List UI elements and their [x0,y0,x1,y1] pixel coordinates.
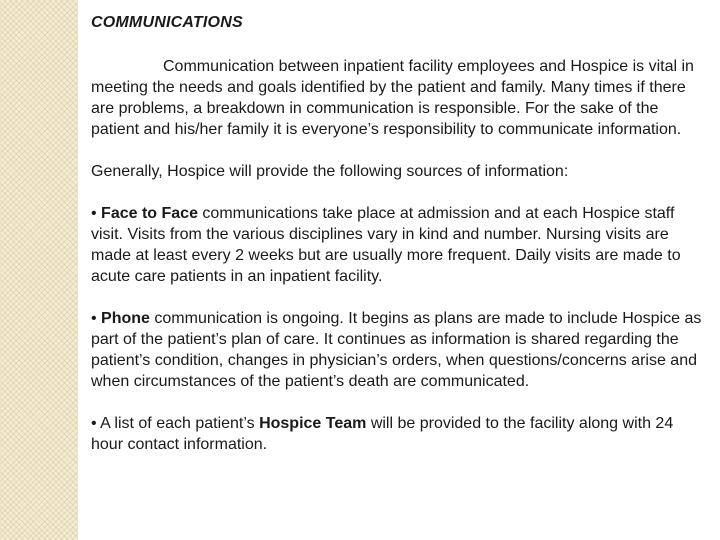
bullet-prefix: • A list of each patient’s [91,415,260,432]
bullet-hospice-team [91,413,703,455]
page-title: COMMUNICATIONS [91,14,243,31]
bullet-prefix: • [91,205,102,222]
lead-paragraph: Generally, Hospice will provide the following sources of information: [91,163,569,180]
spacer [91,182,703,203]
spacer [91,287,703,308]
decorative-side-strip [0,0,78,540]
bullet-face-to-face [91,203,703,287]
bullet-text: will be provided to the facility along with 24 hour contact information. [91,415,674,453]
intro-paragraph [91,56,703,140]
bullet-keyword: Phone [101,310,150,327]
bullet-text: communication is ongoing. It begins as plans are made to include Hospice as part of the patient’s plan of care. It continues as information is shared regarding the patient’s condition, changes in physician’s orders, when questions/concerns arise and when circumstances of the patient’s death are communicated. [91,310,702,390]
intro-text: Communication between inpatient facility employees and Hospice is vital in meeting the needs and goals identified by the patient and family. Many times if there are problems, a breakdown in communication is responsible. For the sake of the patient and his/her family it is everyone’s responsibility to communicate information. [91,58,694,138]
bullet-prefix: • [91,310,102,327]
bullet-phone [91,308,703,392]
spacer [91,140,703,161]
bullet-text: communications take place at admission and at each Hospice staff visit. Visits from the various disciplines vary in kind and number. Nursing visits are made at least every 2 weeks but are usually more frequent. Daily visits are made to acute care patients in an inpatient facility. [91,205,681,285]
document-body [91,12,703,455]
bullet-keyword: Face to Face [101,205,198,222]
bullet-keyword: Hospice Team [259,415,367,432]
spacer [91,392,703,413]
